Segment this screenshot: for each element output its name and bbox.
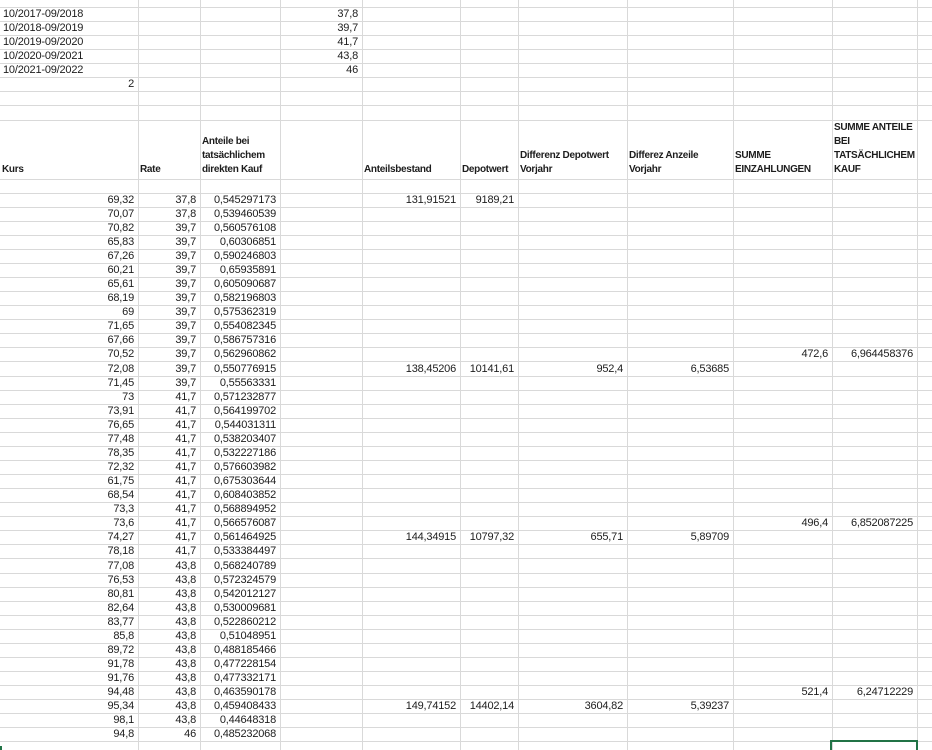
data-cell[interactable]: 655,71 — [590, 531, 623, 544]
data-cell[interactable]: 496,4 — [801, 517, 828, 530]
data-cell[interactable]: 91,78 — [107, 658, 134, 670]
gridline-horizontal — [0, 91, 932, 92]
data-cell[interactable]: 80,81 — [107, 587, 134, 600]
data-cell[interactable]: 43,8 — [175, 601, 196, 614]
data-cell[interactable]: 61,75 — [107, 475, 134, 488]
data-cell[interactable]: 0,568894952 — [213, 503, 276, 516]
period-value[interactable]: 43,8 — [337, 50, 358, 63]
data-cell[interactable]: 39,7 — [175, 292, 196, 305]
data-cell[interactable]: 0,463590178 — [213, 686, 276, 699]
data-cell[interactable]: 65,83 — [107, 235, 134, 248]
gridline-horizontal — [0, 77, 932, 78]
data-cell[interactable]: 10797,32 — [469, 531, 514, 544]
data-cell[interactable]: 144,34915 — [405, 531, 456, 544]
data-cell[interactable]: 6,53685 — [690, 362, 729, 375]
data-cell[interactable]: 77,48 — [107, 432, 134, 445]
column-header[interactable]: SUMME EINZAHLUNGEN — [735, 149, 811, 175]
period-label[interactable]: 10/2019-09/2020 — [3, 36, 84, 49]
column-header[interactable]: Anteilsbestand — [364, 163, 432, 175]
data-cell[interactable]: 37,8 — [175, 207, 196, 220]
data-cell[interactable]: 43,8 — [175, 658, 196, 670]
data-cell[interactable]: 0,477228154 — [213, 658, 276, 670]
data-cell[interactable]: 0,554082345 — [213, 320, 276, 333]
data-cell[interactable]: 41,7 — [175, 545, 196, 558]
period-value[interactable]: 41,7 — [337, 36, 358, 49]
data-cell[interactable]: 94,8 — [113, 728, 134, 741]
data-cell[interactable]: 77,08 — [107, 559, 134, 572]
data-cell[interactable]: 67,26 — [107, 249, 134, 262]
data-cell[interactable]: 39,7 — [175, 235, 196, 248]
data-cell[interactable]: 0,488185466 — [213, 643, 276, 656]
data-cell[interactable]: 41,7 — [175, 446, 196, 459]
data-cell[interactable]: 0,459408433 — [213, 700, 276, 713]
data-cell[interactable]: 0,564199702 — [213, 404, 276, 417]
data-cell[interactable]: 69 — [122, 306, 134, 319]
data-cell[interactable]: 43,8 — [175, 629, 196, 642]
data-cell[interactable]: 46 — [184, 728, 196, 741]
data-cell[interactable]: 73 — [122, 390, 134, 403]
data-cell[interactable]: 41,7 — [175, 390, 196, 403]
period-label[interactable]: 10/2020-09/2021 — [3, 50, 84, 63]
data-cell[interactable]: 0,562960862 — [213, 348, 276, 361]
data-cell[interactable]: 472,6 — [801, 348, 828, 361]
period-value[interactable]: 46 — [346, 64, 358, 77]
data-cell[interactable]: 6,24712229 — [856, 686, 913, 699]
selection-border-fragment — [0, 746, 2, 750]
data-cell[interactable]: 0,586757316 — [213, 334, 276, 347]
column-header[interactable]: Depotwert — [462, 163, 509, 175]
data-cell[interactable]: 0,582196803 — [213, 292, 276, 305]
data-cell[interactable]: 0,566576087 — [213, 517, 276, 530]
data-cell[interactable]: 39,7 — [175, 306, 196, 319]
period-label[interactable]: 10/2017-09/2018 — [3, 8, 84, 21]
data-cell[interactable]: 68,54 — [107, 489, 134, 502]
column-header[interactable]: Rate — [140, 163, 161, 175]
data-cell[interactable]: 39,7 — [175, 264, 196, 277]
data-cell[interactable]: 70,82 — [107, 221, 134, 234]
data-cell[interactable]: 43,8 — [175, 714, 196, 727]
data-cell[interactable]: 41,7 — [175, 503, 196, 516]
gridline-horizontal — [0, 105, 932, 106]
gridline-vertical — [733, 0, 734, 750]
period-value[interactable]: 37,8 — [337, 8, 358, 21]
gridline-horizontal — [0, 7, 932, 8]
data-cell[interactable]: 3604,82 — [584, 700, 623, 713]
gridline-horizontal — [0, 49, 932, 50]
gridline-vertical — [832, 0, 833, 750]
data-cell[interactable]: 6,852087225 — [850, 517, 913, 530]
column-header[interactable]: Anteile bei tatsächlichem direkten Kauf — [202, 135, 265, 175]
data-cell[interactable]: 69,32 — [107, 193, 134, 206]
data-cell[interactable]: 73,91 — [107, 404, 134, 417]
data-cell[interactable]: 0,675303644 — [213, 475, 276, 488]
gridline-horizontal — [0, 741, 932, 742]
data-cell[interactable]: 521,4 — [801, 686, 828, 699]
data-cell[interactable]: 60,21 — [107, 264, 134, 277]
data-cell[interactable]: 43,8 — [175, 672, 196, 685]
data-cell[interactable]: 131,91521 — [405, 193, 456, 206]
data-cell[interactable]: 6,964458376 — [850, 348, 913, 361]
data-cell[interactable]: 43,8 — [175, 686, 196, 699]
data-cell[interactable]: 0,522860212 — [213, 615, 276, 628]
data-cell[interactable]: 39,7 — [175, 362, 196, 375]
data-cell[interactable]: 39,7 — [175, 334, 196, 347]
period-label[interactable]: 10/2021-09/2022 — [3, 64, 84, 77]
data-cell[interactable]: 73,6 — [113, 517, 134, 530]
data-cell[interactable]: 43,8 — [175, 559, 196, 572]
data-cell[interactable]: 39,7 — [175, 320, 196, 333]
data-cell[interactable]: 83,77 — [107, 615, 134, 628]
data-cell[interactable]: 95,34 — [107, 700, 134, 713]
period-label[interactable]: 10/2018-09/2019 — [3, 22, 84, 35]
data-cell[interactable]: 72,32 — [107, 461, 134, 474]
data-cell[interactable]: 0,51048951 — [219, 629, 276, 642]
data-cell[interactable]: 98,1 — [113, 714, 134, 727]
data-cell[interactable]: 39,7 — [175, 376, 196, 389]
data-cell[interactable]: 0,55563331 — [219, 376, 276, 389]
data-cell[interactable]: 65,61 — [107, 278, 134, 291]
data-cell[interactable]: 0,590246803 — [213, 249, 276, 262]
data-cell[interactable]: 0,576603982 — [213, 461, 276, 474]
data-cell[interactable]: 0,539460539 — [213, 207, 276, 220]
data-cell[interactable]: 78,35 — [107, 446, 134, 459]
extra-value-cell[interactable]: 2 — [128, 78, 134, 91]
data-cell[interactable]: 85,8 — [113, 629, 134, 642]
column-header[interactable]: Kurs — [2, 163, 24, 175]
data-cell[interactable]: 0,572324579 — [213, 573, 276, 586]
data-cell[interactable]: 39,7 — [175, 221, 196, 234]
data-cell[interactable]: 43,8 — [175, 587, 196, 600]
data-cell[interactable]: 70,07 — [107, 207, 134, 220]
data-cell[interactable]: 0,568240789 — [213, 559, 276, 572]
data-cell[interactable]: 0,477332171 — [213, 672, 276, 685]
data-cell[interactable]: 78,18 — [107, 545, 134, 558]
data-cell[interactable]: 0,571232877 — [213, 390, 276, 403]
data-cell[interactable]: 74,27 — [107, 531, 134, 544]
data-cell[interactable]: 138,45206 — [405, 362, 456, 375]
data-cell[interactable]: 43,8 — [175, 700, 196, 713]
data-cell[interactable]: 0,608403852 — [213, 489, 276, 502]
data-cell[interactable]: 91,76 — [107, 672, 134, 685]
column-header[interactable]: SUMME ANTEILE BEI TATSÄCHLICHEM KAUF — [834, 121, 915, 175]
data-cell[interactable]: 76,53 — [107, 573, 134, 586]
data-cell[interactable]: 67,66 — [107, 334, 134, 347]
data-cell[interactable]: 94,48 — [107, 686, 134, 699]
data-cell[interactable]: 9189,21 — [475, 193, 514, 206]
data-cell[interactable]: 41,7 — [175, 489, 196, 502]
data-cell[interactable]: 82,64 — [107, 601, 134, 614]
data-cell[interactable]: 0,533384497 — [213, 545, 276, 558]
data-cell[interactable]: 72,08 — [107, 362, 134, 375]
data-cell[interactable]: 0,545297173 — [213, 193, 276, 206]
data-cell[interactable]: 5,39237 — [690, 700, 729, 713]
data-cell[interactable]: 952,4 — [596, 362, 623, 375]
data-cell[interactable]: 0,60306851 — [219, 235, 276, 248]
gridline-horizontal — [0, 179, 932, 180]
data-cell[interactable]: 0,542012127 — [213, 587, 276, 600]
data-cell[interactable]: 0,530009681 — [213, 601, 276, 614]
data-cell[interactable]: 0,485232068 — [213, 728, 276, 741]
gridline-horizontal — [0, 35, 932, 36]
data-cell[interactable]: 149,74152 — [405, 700, 456, 713]
column-header[interactable]: Differez Anzeile Vorjahr — [629, 149, 699, 175]
data-cell[interactable]: 89,72 — [107, 643, 134, 656]
data-cell[interactable]: 73,3 — [113, 503, 134, 516]
data-cell[interactable]: 0,532227186 — [213, 446, 276, 459]
data-cell[interactable]: 41,7 — [175, 404, 196, 417]
data-cell[interactable]: 0,560576108 — [213, 221, 276, 234]
data-cell[interactable]: 41,7 — [175, 475, 196, 488]
data-cell[interactable]: 37,8 — [175, 193, 196, 206]
data-cell[interactable]: 68,19 — [107, 292, 134, 305]
data-cell[interactable]: 71,45 — [107, 376, 134, 389]
data-cell[interactable]: 10141,61 — [469, 362, 514, 375]
data-cell[interactable]: 0,44648318 — [219, 714, 276, 727]
period-value[interactable]: 39,7 — [337, 22, 358, 35]
data-cell[interactable]: 41,7 — [175, 432, 196, 445]
data-cell[interactable]: 39,7 — [175, 278, 196, 291]
data-cell[interactable]: 0,575362319 — [213, 306, 276, 319]
data-cell[interactable]: 5,89709 — [690, 531, 729, 544]
data-cell[interactable]: 41,7 — [175, 461, 196, 474]
gridline-vertical — [280, 0, 281, 750]
data-cell[interactable]: 70,52 — [107, 348, 134, 361]
data-cell[interactable]: 14402,14 — [469, 700, 514, 713]
gridline-horizontal — [0, 63, 932, 64]
active-cell-selection[interactable] — [830, 740, 918, 750]
data-cell[interactable]: 0,550776915 — [213, 362, 276, 375]
data-cell[interactable]: 76,65 — [107, 418, 134, 431]
gridline-vertical — [917, 0, 918, 750]
data-cell[interactable]: 39,7 — [175, 348, 196, 361]
column-header[interactable]: Differenz Depotwert Vorjahr — [520, 149, 609, 175]
data-cell[interactable]: 0,65935891 — [219, 264, 276, 277]
data-cell[interactable]: 43,8 — [175, 573, 196, 586]
data-cell[interactable]: 41,7 — [175, 418, 196, 431]
data-cell[interactable]: 39,7 — [175, 249, 196, 262]
data-cell[interactable]: 43,8 — [175, 643, 196, 656]
gridline-horizontal — [0, 21, 932, 22]
data-cell[interactable]: 41,7 — [175, 531, 196, 544]
data-cell[interactable]: 71,65 — [107, 320, 134, 333]
data-cell[interactable]: 0,561464925 — [213, 531, 276, 544]
data-cell[interactable]: 0,605090687 — [213, 278, 276, 291]
data-cell[interactable]: 41,7 — [175, 517, 196, 530]
data-cell[interactable]: 0,538203407 — [213, 432, 276, 445]
data-cell[interactable]: 43,8 — [175, 615, 196, 628]
data-cell[interactable]: 0,544031311 — [214, 418, 276, 431]
